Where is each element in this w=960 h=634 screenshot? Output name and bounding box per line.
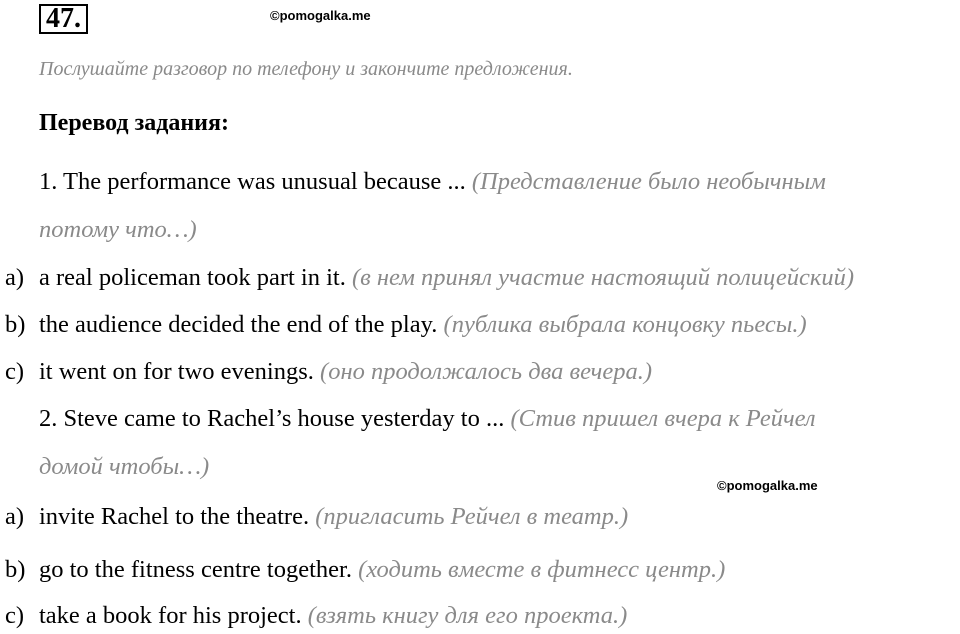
option-text: take a book for his project.	[39, 602, 302, 629]
question-1-stem-translation-cont: потому что…)	[39, 216, 197, 243]
option-translation: (в нем принял участие настоящий полицейский)	[351, 264, 854, 291]
option-translation: (оно продолжалось два вечера.)	[320, 358, 652, 385]
watermark: ©pomogalka.me	[717, 478, 818, 493]
question-2-option-b	[39, 556, 725, 584]
exercise-number: 47.	[39, 4, 88, 34]
question-2-option-c	[39, 602, 627, 630]
option-text: invite Rachel to the theatre.	[39, 503, 310, 530]
option-text: it went on for two evenings.	[39, 358, 314, 385]
option-text: go to the fitness centre together.	[39, 556, 352, 583]
question-2-stem-translation-cont: домой чтобы…)	[39, 453, 210, 480]
option-translation: (публика выбрала концовку пьесы.)	[443, 311, 807, 338]
option-marker: b)	[5, 311, 26, 338]
option-marker: c)	[5, 602, 25, 629]
option-translation: (пригласить Рейчел в театр.)	[315, 503, 629, 530]
option-marker: a)	[5, 503, 25, 530]
question-1-option-a	[39, 264, 854, 292]
question-1-option-c	[39, 358, 652, 386]
option-text: a real policeman took part in it.	[39, 264, 346, 291]
option-translation: (ходить вместе в фитнесс центр.)	[358, 556, 726, 583]
instruction: Послушайте разговор по телефону и закончите предложения.	[39, 58, 573, 80]
question-stem-text: 2. Steve came to Rachel’s house yesterday to ...	[39, 405, 505, 432]
question-stem-translation: (Стив пришел вчера к Рейчел	[510, 405, 816, 432]
question-2-stem	[39, 405, 816, 433]
question-stem-text: 1. The performance was unusual because ...	[39, 168, 466, 195]
option-marker: a)	[5, 264, 25, 291]
option-marker: b)	[5, 556, 26, 583]
translation-heading: Перевод задания:	[39, 110, 229, 136]
question-2-option-a	[39, 503, 628, 531]
question-stem-translation: (Представление было необычным	[471, 168, 826, 195]
option-translation: (взять книгу для его проекта.)	[307, 602, 628, 629]
watermark: ©pomogalka.me	[270, 8, 371, 23]
question-1-stem	[39, 168, 826, 196]
option-marker: c)	[5, 358, 25, 385]
option-text: the audience decided the end of the play.	[39, 311, 438, 338]
question-1-option-b	[39, 311, 807, 339]
